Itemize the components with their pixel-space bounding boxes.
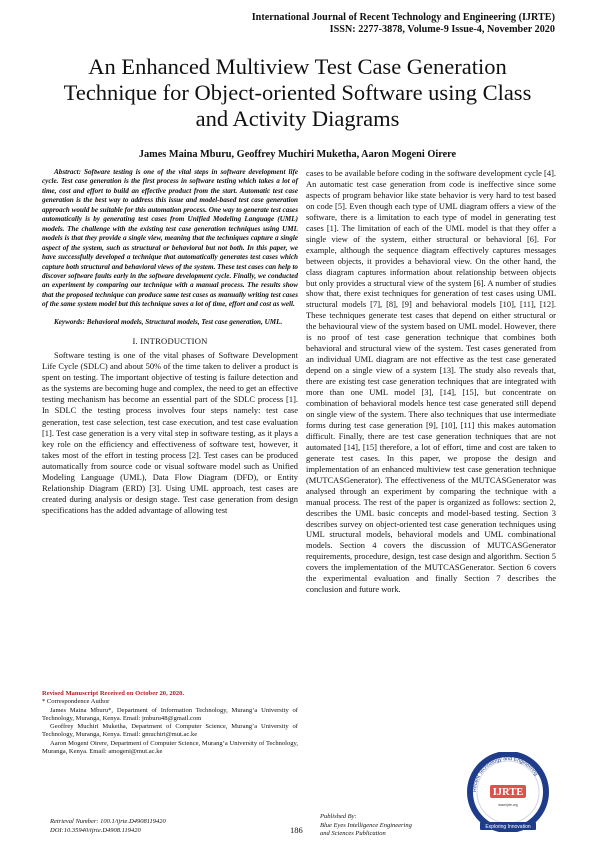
- page-number: 186: [290, 825, 303, 835]
- journal-name: International Journal of Recent Technology and Engineering (IJRTE): [251, 12, 555, 23]
- footer-identifiers: [50, 818, 166, 835]
- paper-title: An Enhanced Multiview Test Case Generation Technique for Object-oriented Software using Class and Activity Diagrams: [63, 54, 532, 131]
- logo-tagline: Exploring Innovation: [485, 824, 531, 830]
- revised-note: Revised Manuscript Received on October 20, 2020.: [42, 690, 185, 697]
- journal-issn: ISSN: 2277-3878, Volume-9 Issue-4, November 2020: [329, 24, 555, 35]
- published-by: Published By:: [320, 813, 357, 820]
- right-column: [306, 168, 556, 595]
- logo-url: www.ijrte.org: [498, 803, 518, 807]
- doi: DOI:10.35940/ijrte.D4908.119420: [50, 826, 141, 834]
- correspondence-note: * Correspondence Author: [42, 698, 110, 706]
- author-list: James Maina Mburu, Geoffrey Muchiri Muketha, Aaron Mogeni Oirere: [138, 149, 457, 160]
- publisher-line-2: and Sciences Publication: [320, 830, 386, 837]
- journal-logo: [462, 752, 554, 832]
- author-affiliation-1: James Maina Mburu*, Department of Information Technology, Murang’a University of Technology, Muranga, Kenya. Email: jmburu48@gmail.com: [42, 706, 298, 722]
- retrieval-number: Retrieval Number: 100.1/ijrte.D4908119420: [50, 818, 166, 825]
- left-column: [42, 168, 298, 516]
- author-affiliation-3: Aaron Mogeni Oirere, Department of Computer Science, Murang’a University of Technology, Muranga, Kenya. Email: amogeni@mut.ac.ke: [42, 739, 298, 756]
- intro-text-right: cases to be available before coding in the software development cycle [4]. An automatic test case generation from code is ineffective since some aspects of program behavior like state behavior is very hard to test based on code [5]. Even though each type of UML diagram offers a view of the software, there is a limitation to each type of model in generating test cases [1]. The limitation of each of the UML model is that they offer a single view of the system, either structural or behavioral [6]. For example, although the sequence diagram effectively captures messages between objects, it provides a behavioral view. On the other hand, the class diagram captures information about relationship between objects but only provides a structural view of the system [6]. A number of studies show that, there exist techniques for generation of test cases using UML structural models [7], [8], [9] and behavioral models [10], [11], [12]. These techniques generate test cases that depend on either structural or the behavioural view of the system based on UML model. However, there is no proof of test case generation technique that combines both behavioral and structural view of the system. Test cases generated from an individual UML diagram are not effective as the test case generated depend on a single view of a system [13]. The study also reveals that, there are existing test case generation techniques that are integrated with more than one UML model [3], [14], [15], but concentrate on combination of behavioral models hence test case generated still depend on single view of the system. There also techniques that use intermediate forms during test case generation [9], [10], [11] this makes automation difficult. Finally, there are test case generation techniques that are not automated [14], [15] therefore, a lot of effort, time and cost are taken to generate test cases. In this paper, we propose the design and implementation of an enhanced multiview test case generation technique (MUTCASGenerator). The effectiveness of the MUTCASGenerator was analysed through an experiment by comparing the technique with a manual process. The rest of the paper is organized as follows: section 2, describes the UML basic concepts and model-based testing. Section 3 describes survey on object-oriented test case generation techniques using UML structural models, behavioral models and UML combinational models. Section 4 covers the discussion of MUTCASGenerator requirements, procedure, design, test case design and algorithm. Section 5 covers the implementation of the MUTCASGenerator. Section 6 covers the experimental evaluation and finally Section 7 describes the conclusion and future work.: [306, 168, 557, 595]
- section-heading-introduction: I. INTRODUCTION: [132, 336, 208, 347]
- publisher-info: [320, 813, 412, 839]
- abstract: Abstract: Software testing is one of the vital steps in software development life cycle. Test case generation is the first process in software testing which takes a lot of time, cost and effort to build an effective product from the start. Automatic test case generation is the best way to address this issue and model-based test case generation approach would be suitable for this automation process. One way to generate test cases automatically is by generating test cases from Unified Modeling Language (UML) models. The challenge with the existing test case generation techniques using UML models is that they provide a single view, meaning that the techniques capture a single aspect of the system, such as structural or behavioral but not both. In this paper, we have successfully developed a technique that automatically generates test cases which capture both structural and behavioral views of the system. These test cases can help to discover software faults early in the software development cycle. Finally, we conducted an experiment by comparing our technique with a manual process. The results show that the proposed technique can produce same test cases as manually writing test cases of the same system model but this technique saves a lot of time, effort and cost as well.: [42, 168, 298, 309]
- author-affiliation-2: Geoffrey Muchiri Muketha, Department of Computer Science, Murang’a University of Technology, Muranga, Kenya. Email: gmuchiri@mut.ac.ke: [42, 723, 298, 739]
- footnotes: [42, 690, 298, 756]
- publisher-line-1: Blue Eyes Intelligence Engineering: [320, 821, 412, 829]
- journal-header: [252, 12, 555, 36]
- logo-ring-text: Recent Technology and Engineering: [471, 755, 539, 793]
- logo-brand: IJRTE: [492, 787, 524, 798]
- keywords: Keywords: Behavioral models, Structural models, Test case generation, UML.: [54, 317, 283, 326]
- intro-text-left: Software testing is one of the vital phases of Software Development Life Cycle (SDLC) and about 50% of the time taken to deliver a product is spent on testing. The important objective of testing is failure detection and as the systems are becoming huge and complex, the need to get an effective testing mechanism has become an essential part of the SDLC process [1]. In SDLC the testing process involves four steps namely: test case generation, test case selection, test case execution, and test case evaluation [1]. Test case generation is a very vital step in software testing, as it plays a key role on the efficiency and effectiveness of software test, however, it takes most of the effort in testing process [2]. Test cases can be produced automatically from source code or visual software model such as Unified Modeling Language (UML), Data Flow Diagram (DFD), or Entity Relationship Diagram (ERD) [3]. Using UML approach, test cases are created during analysis or design stage. Test case generation from design specifications has the added advantage of allowing test: [42, 350, 298, 515]
